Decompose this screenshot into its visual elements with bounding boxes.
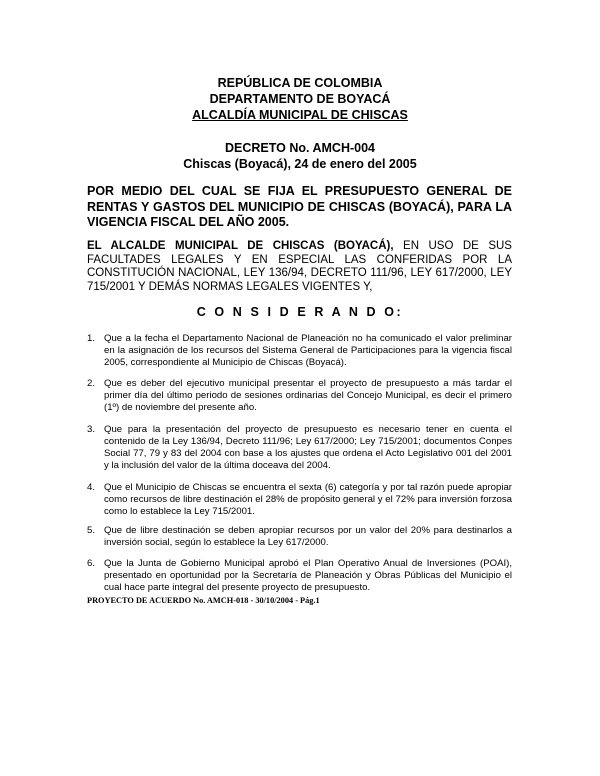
decree-number: DECRETO No. AMCH-004 [224, 141, 376, 155]
item-text: Que la Junta de Gobierno Municipal aprobó el Plan Operativo Anual de Inversiones (POAI), presentado en oportunidad por la Secretaría de Planeación y Obras Públicas del Municipio el cual hace parte integral del presente proyecto de presupuesto. [104, 558, 512, 593]
item-number: 6. [87, 558, 96, 569]
list-item [87, 378, 512, 414]
item-number: 1. [87, 333, 96, 344]
preamble-authority: EL ALCALDE MUNICIPAL DE CHISCAS (BOYACÁ), [87, 240, 394, 252]
list-item [87, 558, 512, 594]
item-number: 3. [87, 424, 96, 435]
considerando-heading: C O N S I D E R A N D O: [196, 305, 404, 319]
decree-place-date: Chiscas (Boyacá), 24 de enero del 2005 [183, 157, 417, 171]
item-number: 5. [87, 525, 96, 536]
document-header [0, 75, 600, 123]
country-line: REPÚBLICA DE COLOMBIA [217, 76, 383, 90]
list-item [87, 424, 512, 472]
municipality-line: ALCALDÍA MUNICIPAL DE CHISCAS [192, 108, 408, 122]
page-footer: PROYECTO DE ACUERDO No. AMCH-018 - 30/10/2004 - Pág.1 [87, 596, 320, 605]
considerations-list [87, 333, 512, 593]
list-item [87, 525, 512, 549]
item-text: Que es deber del ejecutivo municipal presentar el proyecto de presupuesto a más tardar el primer día del último periodo de sesiones ordinarias del Concejo Municipal, es decir el primero (1º) de noviembre del presente año. [104, 378, 512, 413]
decree-block [0, 140, 600, 172]
item-text: Que para la presentación del proyecto de presupuesto es necesario tener en cuenta el contenido de la Ley 136/94, Decreto 111/96; Ley 617/2000; Ley 715/2001; documentos Conpes Social 77, 79 y 83 del 2004 con base a los ajustes que ordena el Acto Legislativo 001 del 2001 y la inclusión del valor de la última doceava del 2004. [104, 424, 512, 471]
department-line: DEPARTAMENTO DE BOYACÁ [209, 92, 391, 106]
preamble-text: EN USO DE SUS FACULTADES LEGALES Y EN ESPECIAL LAS CONFERIDAS POR LA CONSTITUCIÓN NACIONAL, LEY 136/94, DECRETO 111/96, LEY 617/2000, LEY 715/2001 Y DEMÁS NORMAS LEGALES VIGENTES Y, [87, 240, 512, 293]
list-item [87, 482, 512, 518]
decree-subject: POR MEDIO DEL CUAL SE FIJA EL PRESUPUESTO GENERAL DE RENTAS Y GASTOS DEL MUNICIPIO DE CHISCAS (BOYACÁ), PARA LA VIGENCIA FISCAL DEL AÑO 2005. [87, 184, 512, 229]
item-text: Que de libre destinación se deben apropiar recursos por un valor del 20% para destinarlos a inversión social, según lo establece la Ley 617/2000. [104, 525, 512, 548]
preamble [87, 240, 512, 294]
item-number: 4. [87, 482, 96, 493]
item-text: Que el Municipio de Chiscas se encuentra el sexta (6) categoría y por tal razón puede apropiar como recursos de libre destinación el 28% de propósito general y el 72% para inversión forzosa como lo establece la Ley 715/2001. [104, 482, 512, 517]
item-text: Que a la fecha el Departamento Nacional de Planeación no ha comunicado el valor preliminar en la asignación de los recursos del Sistema General de Participaciones para la vigencia fiscal 2005, correspondiente al Municipio de Chiscas (Boyacá). [104, 333, 512, 368]
item-number: 2. [87, 378, 96, 389]
list-item [87, 333, 512, 369]
